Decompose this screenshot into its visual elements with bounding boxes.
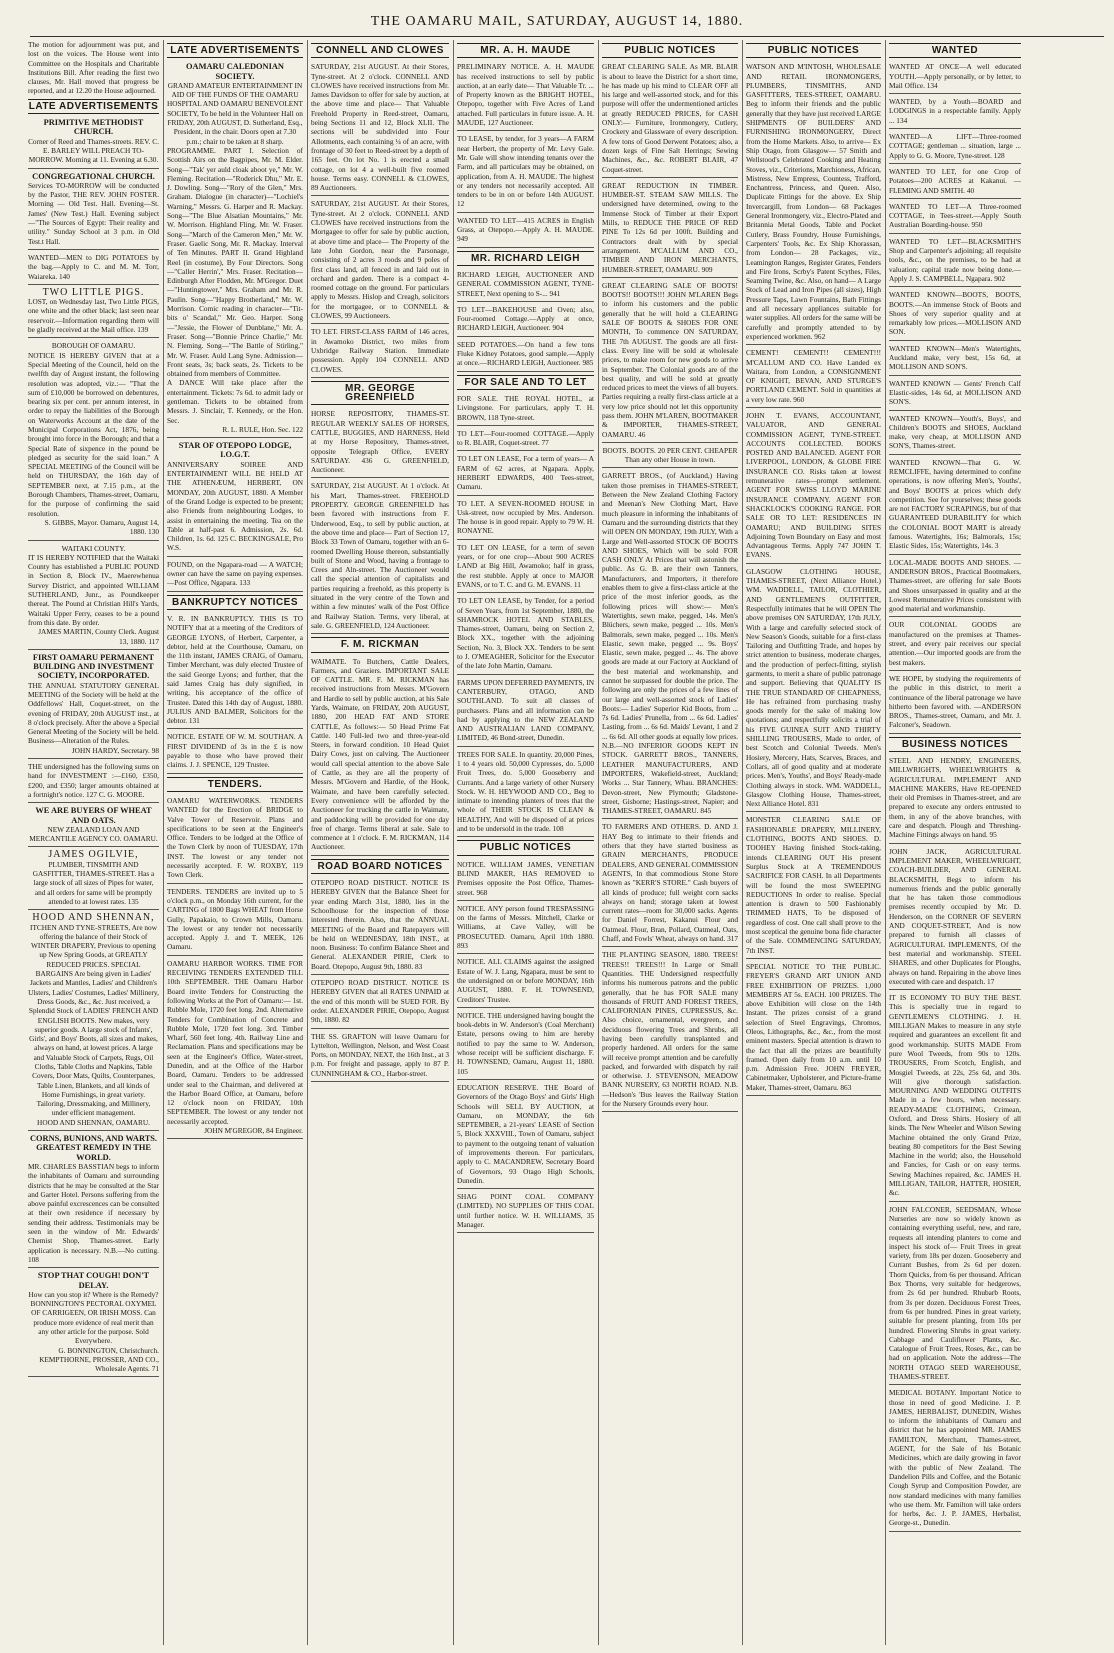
advert (889, 290, 1021, 340)
advert (602, 181, 738, 278)
advert (746, 62, 881, 345)
advert-body: WAIMATE. To Butchers, Cattle Dealers, Farmers, and Graziers. IMPORTANT SALE OF CATTLE. MR. F. M. RICKMAN has received instructions from Messrs. M'Govern and Hardie to sell by public auction, at his Sale Yards, Waimate, on FRIDAY, 20th AUGUST, 1880, 200 HEAD FAT AND STORE CATTLE, As follows:— 50 Head Prime Fat Cattle. 140 Full-led two and three-year-old Steers, in forward condition. 10 Head Quiet Dairy Cows, just on calving. The Auctioneer would call special attention to the above Sale of Cattle, as they are all the property of Messrs. M'Govern and Hardie, of the Hook, Waimate, and have been carefully selected. Every convenience will be afforded by the Auctioneer for trucking the cattle in Waimate, and paddocking will be provided for one day free of charge. Terms liberal at sale. Sale to commence at 1 o'clock. F. M. RICKMAN, 114 Auctioneer. (311, 656, 449, 852)
advert (889, 847, 1021, 990)
advert-body: V. R. IN BANKRUPTCY. THIS IS TO NOTIFY that at a meeting of the Creditors of GEORGE LYONS, of Herbert, Carpenter, a debtor, held at the Courthouse, Oamaru, on the 11th instant, JAMES CRAIG, of Oamaru, Timber Merchant, was duly elected Trustee of the said George Lyons; and further, that the said James Craig has duly signified, in writing, his acceptance of the office of Trustee. Dated this 14th day of August, 1880. JULIUS AND BALMER, Solicitors for the debtor. 131 (167, 613, 303, 726)
advert (311, 199, 449, 324)
column-3 (311, 40, 449, 1645)
section-header: BANKRUPTCY NOTICES (167, 595, 303, 610)
advert (167, 560, 303, 592)
advert-body: BOOTS. BOOTS. 20 PER CENT. CHEAPER Than any other House in town. (602, 445, 738, 465)
advert (746, 962, 881, 1096)
programme: PROGRAMME. PART I. Selection of Scottish Airs on the Bagpipes, Mr. M. Elder. Song—"Tak' yer auld cloak aboot ye," Mr. W. Fleming. Recitation—"Roderick Dhu," Mr. E. J. Dowling. Song—"Rory of the Glen," Mrs. Graham. Dialogue (in character)—"Lochiel's Warning," Messrs. G. Harper and R. Mackay. Song—"The Blue Alsatian Mountains," Mr. W. Morrison. Highland Fling, Mr. W. Fraser. Song—"March of the Cameron Men," Mr. W. Fraser. Gaelic Song, Mr. R. Mackay. Interval of Ten Minutes. PART II. Grand Highland Reel (in costume), By Four Directors. Song—"Caller Herrin'," Mrs. Fraser. Recitation—Edinburgh After Flodden, Mr. M'Gregor. Duet—"Huntingtower," Mrs. Graham and Mr. R. Paulin. Song—"Happy Brotherland," Mr. W. Morrison. Comic reading in character—"Tit-bits o' Scandal," Mr. Geo. Harper. Song—"Jessie, the Flower of Dunblane," Mr. A. Fraser. Song—"Bonnie Prince Charlie," Mr. N. Fleming. Song—"The Battle of Stirling," Mr. W. Fraser. Auld Lang Syne. Admission—Front seats, 3s; back seats, 2s. Tickets to be obtained from members of Committee. (167, 145, 303, 379)
column-5 (602, 40, 738, 1645)
advert-body: RICHARD LEIGH, AUCTIONEER AND GENERAL COMMISSION AGENT, TYNE-STREET, Next opening to S-... 941 (457, 269, 594, 298)
section-header: F. M. RICKMAN (311, 637, 449, 652)
advert-body: NEW ZEALAND LOAN AND MERCANTILE AGENCY CO. OAMARU. (29, 824, 158, 844)
section-header: PUBLIC NOTICES (746, 43, 881, 58)
advert (746, 567, 881, 813)
section-header: PUBLIC NOTICES (602, 43, 738, 58)
advert-body: SPECIAL NOTICE TO THE PUBLIC. FREYER'S GRAND ART UNION AND FREE EXHIBITION OF PRIZES. 1,000 MEMBERS AT 5s. EACH. 100 PRIZES. The above Exhibition will close on the 14th Instant. The prizes consist of a grand selection of Steel Engravings, Chromos, Oleos, Lithographs, &c., &c., from the most eminent masters. Special attention is drawn to the fact that all the prizes are beautifully framed. Open daily from 10 a.m. until 10 p.m. Admission Free. JOHN FREYER, Cabinetmaker, Upholsterer, and Picture-frame Maker, Thames-street, Oamaru. 863 (746, 961, 881, 1092)
advert (28, 913, 159, 1131)
advert (457, 216, 594, 248)
advert-body: WANTED KNOWN—Youth's, Boys', and Children's BOOTS and SHOES, Auckland make, very cheap, at MOLLISON AND SON'S, Thames-street. (889, 413, 1021, 451)
advert-body: TO LET—Four-roomed COTTAGE.—Apply to R. BLAIR, Coquet-street. 77 (457, 428, 594, 448)
advert (602, 471, 738, 819)
advert-body: TO LET. FIRST-CLASS FARM of 146 acres, in Awamoko District, two miles from Uxbridge Railway Station. Immediate possession. Apply 104 CONNELL AND CLOWES. (311, 327, 449, 374)
advert (889, 167, 1021, 199)
advert-body: WANTED TO LET—A Three-roomed COTTAGE, in Tees-street.—Apply South Australian Boarding-house. 950 (889, 201, 1021, 230)
advert (28, 253, 159, 285)
advert-title: WE ARE BUYERS OF WHEAT AND OATS. (35, 806, 152, 825)
advert-title: PRIMITIVE METHODIST CHURCH. (43, 118, 144, 137)
advert-signature: HOOD AND SHENNAN, OAMARU. (37, 1117, 150, 1127)
advert-body: PRELIMINARY NOTICE. A. H. MAUDE has received instructions to sell by public auction, at an early date— That Valuable Tr. ... of Property known as the BRIGHT HOTEL, Otepopo, together with Five Acres of Land attached. Full particulars in future issue. A. H. MAUDE, 127 Auctioneer. (457, 62, 594, 128)
advert-signature: JOHN HARDY, Secretary. 98 (71, 745, 159, 755)
advert-title: STAR OF OTEPOPO LODGE, I.O.G.T. (178, 441, 292, 460)
section-header: PUBLIC NOTICES (457, 840, 594, 855)
advert-body: A DANCE Will take place after the entertainment. Tickets: 7s 6d. to admit lady or gentleman. Tickets to be obtained from Messrs. J. Sinclair, T. Kennedy, or the Hon. Sec. (167, 378, 303, 425)
section-header: CONNELL AND CLOWES (311, 43, 449, 58)
advert-body: TO FARMERS AND OTHERS. D. AND J. HAY Beg to intimate to their friends and others that they have started business as GRAIN MERCHANTS, PRODUCE DEALERS, AND GENERAL COMMISSION AGENTS, In that commodious Stone Store known as "KERR'S STORE." Cash buyers of all kinds of produce; full weight corn sacks always on hand; storage taken at lowest current rates—room for 30,000 sacks. Agents for Daniel Forrest, Kakanui Flour and Oatmeal. Flour, Bran, Pollard, Oatmeal, Oats, Chaff, and Fowls' Wheat, always on hand. 317 (602, 822, 738, 944)
advert-signature: S. GIBBS, Mayor. Oamaru, August 14, 1880. 130 (44, 517, 159, 537)
advert-signature: JOHN M'GREGOR, 84 Engineer. (204, 1126, 303, 1136)
advert-body: GREAT CLEARING SALE. As MR. BLAIR is about to leave the District for a short time, he has made up his mind to CLEAR OFF all his large and well-assorted stock, and for this purpose will offer the undermentioned articles at greatly REDUCED PRICES, for CASH ONLY:— Furniture, Ironmongery, Cutlery, Crockery and Glassware of every description. A few tons of Good Derwent Potatoes; also, a dozen kegs of Fine Salt Herrings; Sewing Machines, &c., &c. ROBERT BLAIR, 47 Coquet-street. (602, 62, 738, 174)
advert-body: OTEPOPO ROAD DISTRICT. NOTICE IS HEREBY GIVEN that all RATES UNPAID at the end of this month will be SUED FOR. By order. ALEXANDER PIRIE, Otepopo, August 9th, 1880. 82 (311, 978, 449, 1025)
advert (457, 596, 594, 674)
advert (28, 1134, 159, 1268)
advert-body: TO LET ON LEASE, for a term of seven years, or for one crop—About 900 ACRES LAND at Big Hill, Awamoko; half in grass, the rest stubble. Apply at once to MAJOR EVANS, or to T. C. and G. M. EVANS. 11 (457, 542, 594, 589)
advert-body: LOCAL-MADE BOOTS AND SHOES. —ANDERSON BROS., Practical Bootmakers, Thames-street, are offering for sale Boots and Shoes unsurpassed in quality and at the Lowest Remunerative Prices consistent with good material and workmanship. (889, 557, 1021, 614)
advert-body: MR. CHARLES BASSTIAN begs to inform the inhabitants of Oamaru and surrounding districts that he may be consulted at the Star and Garter Hotel. Persons suffering from the above painful excrescences can be consulted at their own residence if necessary by sending their address. Testimonials may be seen in the window of Mr. Edwards' Chemist Shop, Thames-street. Early application is necessary. N.B.—No cutting. 108 (28, 1161, 159, 1264)
advert (311, 1032, 449, 1082)
advert (889, 1388, 1021, 1531)
advert-body: How can you stop it? Where is the Remedy? BONNINGTON'S PECTORAL OXYMEL OF CARRIGEEN, OR IRISH MOSS. Can produce more evidence of real merit than any other article for the purpose. Sold Everywhere. (28, 1289, 159, 1346)
advert-body: PLUMBER, TINSMITH AND GASFITTER, THAMES-STREET. Has a large stock of all sizes of Pipes for water, and all orders for same will be promptly attended to at lowest rates. 135 (32, 859, 155, 906)
advert (602, 822, 738, 947)
advert (167, 62, 303, 438)
advert-body: WANTED, by a Youth—BOARD and LODGINGS in a respectable family. Apply ... 134 (889, 97, 1021, 125)
advert (889, 620, 1021, 670)
advert (457, 394, 594, 426)
advert (457, 957, 594, 1007)
advert (28, 850, 159, 910)
advert-body: GREAT REDUCTION IN TIMBER. HUMBER-ST. STEAM SAW MILLS. The undersigned have determined, owing to the Immense Stock of Timber at their Export Mills, to REDUCE THE PRICE OF RED PINE To 12s 6d per 100ft. Building and Contractors dealt with by special arrangement. M'CALLUM AND CO., TIMBER AND IRON MERCHANTS, HUMBER-STREET, OAMARU. 909 (602, 180, 738, 274)
column-4 (457, 40, 594, 1645)
advert-signature: JAMES MARTIN, County Clerk. August 13, 1880. 117 (38, 627, 159, 646)
advert-body: SATURDAY, 21st AUGUST. At their Stores, Tyne-street. At 2 o'clock. CONNELL AND CLOWES have received instructions from the Mortgagee to offer for sale by public auction, at above time and place— The Property of the late John Gordon, near the Parsonage, consisting of 2 acres 3 roods and 9 poles of first class land, all fenced in and laid out in orchard and garden. There is a compact 4-roomed cottage on the ground. For particulars apply to Messrs. Hislop and Creagh, solicitors for the mortgagee, or to CONNELL & CLOWES, 99 Auctioneers. (311, 199, 449, 321)
advert (28, 172, 159, 250)
column-rule (885, 40, 886, 1645)
advert-body: SEED POTATOES.—On hand a few tons Fluke Kidney Potatoes, good sample.—Apply at once.—RICHARD LEIGH, Auctioneer. 985 (457, 339, 594, 368)
advert (28, 118, 159, 168)
advert-body: GLASGOW CLOTHING HOUSE, THAMES-STREET, (Next Alliance Hotel.) WM. WADDELL, TAILOR, CLOTHIER, AND GENTLEMEN'S OUTFITTER, Respectfully intimates that he will OPEN The above premises ON SATURDAY, 17th JULY, With a large and carefully selected stock of New Season's Goods, suitable for a first-class Tailoring and Outfitting Trade, and hopes by strict attention to business, moderate charges, and the production of perfect-fitting, stylish garments, to merit a share of public patronage and support. Believing that QUALITY IS THE TRUE STANDARD OF CHEAPNESS, He has refrained from purchasing trashy goods merely for the sake of making low quotations; and respectfully solicits a trial of his FIVE GUINEA SUIT AND THIRTY SHILLING TROUSERS, Made to order, of best Scotch and Colonial Tweeds. Men's Hosiery, Mercery, Hats, Scarves, Braces, and Collars, all of good quality and at moderate prices. Men's, Youths', and Boys' Ready-made Clothing always in stock. WM. WADDELL, Glasgow Clothing House, Thames-street, Next Alliance Hotel. 831 (746, 566, 881, 809)
advert-title: CORNS, BUNIONS, AND WARTS. GREATEST REMEDY IN THE WORLD. (29, 1134, 158, 1162)
advert (889, 202, 1021, 234)
advert (28, 341, 159, 540)
advert (746, 348, 881, 408)
advert-body: WANTED TO LET, for one Crop of Potatoes—200 ACRES at Kakanui. —FLEMING AND SMITH. 40 (889, 166, 1021, 195)
advert (457, 270, 594, 302)
advert (167, 441, 303, 557)
advert-body: ITCHEN AND TYNE-STREETS, Are now offering the balance of their Stock of WINTER DRAPERY, Previous to opening up New Spring Goods, at GREATLY REDUCED PRICES. SPECIAL BARGAINS Are being given in Ladies' Jackets and Mantles, Ladies' and Children's Ulsters, Ladies' Costumes, Ladies' Millinery, Dress Goods, &c., &c. Just received, a Splendid Stock of LADIES' FRENCH AND ENGLISH BOOTS. New makes, very superior goods. A large stock of Infants', Girls', and Boys' Boots, all sizes and makes, always on hand, at lowest prices. A large and Valuable Stock of Carpets, Rugs, Oil Cloths, Table Cloths and Napkins, Table Covers, Door Mats, Quilts, Counterpanes, Table Linen, Blankets, and all kinds of Home Furnishings, in great variety. Tailoring, Dressmaking, and Millinery, under efficient management. (28, 922, 159, 1118)
advert (457, 305, 594, 337)
advert-body: WANTED KNOWN — Gents' French Calf Elastic-sides, 14s 6d, at MOLLISON AND SON'S. (889, 378, 1021, 407)
advert-body: SHAG POINT COAL COMPANY (LIMITED). NO SUPPLIES OF THIS COAL until further notice. W. H. WILLIAMS, 35 Manager. (457, 1192, 594, 1230)
advert-body: TO LEASE, by tender, for 3 years—A FARM near Herbert, the property of Mr. Levy Gale. Mr. Gale will show intending tenants over the Farm, and all particulars may be obtained, on application, from A. H. MAUDE. The highest or any tenders not necessarily accepted. All tenders to be in on or before 14th AUGUST. 12 (457, 134, 594, 209)
advert-body: MEDICAL BOTANY. Important Notice to those in need of good Medicine. J. P. JAMES, HERBALIST, DUNEDIN, Wishes to inform the inhabitants of Oamaru and district that he has appointed MR. JAMES FAMILTON, Merchant, Thames-street, AGENT, for the Sale of his Botanic Medicines, which are daily growing in favor with the public of New Zealand. The Dandelion Pills and Coffee, and the Botanic Cough Syrup and Composition Powder, are now standard medicines with many families who use them. Mr. Familton will take orders for herbs, &c. J. P. JAMES, Herbalist, George-st., Dunedin. (889, 1388, 1021, 1528)
advert-body: SATURDAY, 21st AUGUST. At 1 o'clock. At his Mart, Thames-street. FREEHOLD PROPERTY. GEORGE GREENFIELD has been favored with instructions from F. Underwood, Esq., to sell by public auction, at the above time and place— Part of Section 17, Block 33 Town of Oamaru, together with an 6-roomed Dwelling House thereon, substantially built of Stone and Wood, having a frontage to Crees and Aln-street. The Auctioneer would call the special attention of capitalists and parties requiring a freehold, as this property is situated in the very centre of the Town and within a few minutes' walk of the Post Office and Railway Station. Terms, very liberal, at sale. G. GREENFIELD, 124 Auctioneer. (311, 481, 449, 630)
advert (311, 409, 449, 478)
advert-body: IT IS ECONOMY TO BUY THE BEST. This is specially true in regard to GENTLEMEN'S CLOTHING. J. H. MILLIGAN Makes to measure in any style required and guarantees an excellent fit and good workmanship. SUITS MADE From pure Wool Tweeds, from 90s to 120s. TROUSERS, From Scotch, English, and Mosgiel Tweeds, at 22s, 25s 6d, and 30s. Will give thorough satisfaction. MOURNING AND WEDDING OUTFITS Made in a few hours, when necessary. READY-MADE CLOTHING, Crimean, Oxford, and Dress Shirts. Hosiery of all kinds. The New Wheeler and Wilson Sewing Machine obtained the only Grand Prize, beating 80 competitors for the Best Sewing Machine in the world; also, the Household and Fancies, for Cash or on easy terms. Sewing Machines repaired, &c. JAMES H. MILLIGAN, TAILOR, HATTER, HOSIER, &c. (889, 993, 1021, 1198)
advert-body: STEEL AND HENDRY, ENGINEERS, MILLWRIGHTS, WHEELWRIGHTS & AGRICULTURAL IMPLEMENT AND MACHINE MAKERS, Have RE-OPENED their old Premises in Thames-street, and are prepared to execute any orders entrusted to them, in any of the above branches, with care and despatch. Plough and Threshing-Machine Fittings always on hand. 95 (889, 756, 1021, 840)
advert (889, 558, 1021, 618)
advert (457, 62, 594, 131)
section-header: TENDERS. (167, 777, 303, 792)
advert (457, 1192, 594, 1233)
column-1 (28, 40, 159, 1645)
advert-title: JAMES OGILVIE, (48, 849, 139, 861)
advert-title: BOROUGH OF OAMARU. (51, 341, 136, 351)
advert (28, 1271, 159, 1377)
advert (889, 62, 1021, 94)
advert-body: HORSE REPOSITORY, THAMES-ST. REGULAR WEEKLY SALES OF HORSES, CATTLE, BUGGIES, AND HARNESS, Held at my Horse Repository, Thames-street, opposite Telegraph Office, EVERY SATURDAY. 436 G. GREENFIELD, Auctioneer. (311, 409, 449, 475)
advert (311, 62, 449, 196)
advert-body: OAMARU WATERWORKS. TENDERS WANTED for the Erection of BRIDGE to Valve Tower of Reservoir. Plans and specifications to be seen at the Engineer's Office. Tenders to be lodged at the Office of the Town Clerk by noon of TUESDAY, 17th INST. The lowest or any tender not necessarily accepted. F. W. ROXBY, 119 Town Clerk. (167, 795, 303, 880)
advert (457, 543, 594, 593)
section-header: LATE ADVERTISEMENTS (167, 43, 303, 58)
advert (457, 860, 594, 901)
advert-body: TO LET—BAKEHOUSE and Oven; also, Four-roomed Cottage.—Apply at once, RICHARD LEIGH, Auctioneer. 904 (457, 304, 594, 333)
advert-body: OTEPOPO ROAD DISTRICT. NOTICE IS HEREBY GIVEN that the Balance Sheet for year ending March 31st, 1880, lies in the Schoolhouse for the inspection of those interested therein. Also, that the ANNUAL MEETING of the Board and Ratepayers will be held on WEDNESDAY, 18th INST., at noon. Business: To confirm Balance Sheet and General. ALEXANDER PIRIE, Clerk to Board. Otepopo, August 9th, 1880. 83 (311, 878, 449, 971)
advert-body: JOHN JACK, AGRICULTURAL IMPLEMENT MAKER, WHEELWRIGHT, COACH-BUILDER, AND GENERAL BLACKSMITH, Begs to inform his numerous friends and the public generally that he has taken those commodious premises recently occupied by Mr. D. Henderson, on the CORNER OF SEVERN AND COQUET-STREET, And is now prepared to furnish all classes of AGRICULTURAL IMPLEMENTS, Of the best material and workmanship. STEEL SHARES, and other Duplicates for Ploughs, always on hand. Repairing in the above lines executed with care and despatch. 17 (889, 846, 1021, 986)
advert (889, 1205, 1021, 1386)
advert-body: NOTICE. ALL CLAIMS against the assigned Estate of W. J. Lang, Ngapara, must be sent to the undersigned on or before MONDAY, 16th AUGUST, 1880. F. H. TOWNSEND, Creditors' Trustee. (457, 957, 594, 1004)
advert-body: TO LET ON LEASE, For a term of years— A FARM of 62 acres, at Ngapara. Apply, HERBERT EDWARDS, 400 Tees-street, Oamaru. (457, 454, 594, 492)
advert-title: CONGREGATIONAL CHURCH. (32, 171, 155, 181)
advert (602, 281, 738, 443)
advert-body: Corner of Reed and Thames-streets. REV. C. E. BARLEY WILL PREACH TO-MORROW. Morning at 11. Evening at 6.30. (28, 136, 159, 165)
advert-title: HOOD AND SHENNAN, (32, 912, 155, 924)
advert (167, 796, 303, 884)
advert (602, 62, 738, 178)
advert-title: OAMARU CALEDONIAN SOCIETY. (186, 62, 284, 81)
advert (311, 657, 449, 856)
advert-body: OUR COLONIAL GOODS are manufactured on the premises at Thames-street, and every pair receives our special attention.—Our imported goods are from the best makers. (889, 620, 1021, 667)
advert (28, 806, 159, 847)
advert-body: WE HOPE, by studying the requirements of the public in this district, to merit a continuance of the liberal patronage we have hitherto been favored with. —ANDERSON BROS., Thames-street, Oamaru, and Mr. J. Falconer's, Seadown. (889, 673, 1021, 730)
section-header: LATE ADVERTISEMENTS (28, 99, 159, 114)
advert (311, 481, 449, 634)
column-rule (307, 40, 308, 1645)
advert (457, 134, 594, 212)
advert-body: GRAND AMATEUR ENTERTAINMENT IN AID OF THE FUNDS OF THE OAMARU HOSPITAL AND OAMARU BENEVOLENT SOCIETY, To be held in the Volunteer Hall on FRIDAY, 20th AUGUST, D. Sutherland, Esq., President, in the chair. Doors open at 7.30 p.m.; chair to be taken at 8 sharp. (167, 80, 303, 146)
advert (28, 288, 159, 338)
section-header: ROAD BOARD NOTICES (311, 859, 449, 874)
section-header: MR. RICHARD LEIGH (457, 251, 594, 266)
advert-body: THE ANNUAL STATUTORY GENERAL MEETING of the Society will be held at the Oddfellows' Hall, Coquet-street, on the evening of FRIDAY, 20th AUGUST inst., at 8 o'clock precisely. After the above a Special General Meeting of the Society will be held. Business—Alteration of the Rules. (28, 680, 159, 746)
advert-body: WANTED KNOWN—BOOTS, BOOTS, BOOTS.—An immense Stock of Boots and Shoes of very superior quality and at remarkably low prices.—MOLLISON AND SON. (889, 290, 1021, 337)
advert (28, 544, 159, 650)
section-header: FOR SALE AND TO LET (457, 375, 594, 390)
advert-title: WAITAKI COUNTY. (61, 543, 126, 553)
advert (889, 414, 1021, 455)
advert (457, 429, 594, 452)
masthead-rule (30, 36, 1104, 37)
advert (167, 887, 303, 956)
advert-body: WANTED TO LET—415 ACRES in English Grass, at Otepopo.—Apply A. H. MAUDE. 949 (457, 215, 594, 244)
advert (746, 815, 881, 958)
advert-body: IT IS HEREBY NOTIFIED that the Waitaki County has established a PUBLIC POUND in Section 8, Block IV., Maerewhenua Survey District, and appointed WILLIAM SUTHERLAND, Junr., as Poundkeeper thereat. The Pound at Christian Hill's Yards, Waitaki Upper Ferry, ceases to be a pound from this date. By order. (28, 552, 159, 627)
advert-body: NOTICE. ANY person found TRESPASSING on the farms of Messrs. Mitchell, Clarke or Williams, at Cave Valley, will be PROSECUTED. Oamaru, April 10th 1880. 893 (457, 903, 594, 951)
advert-body: JOHN T. EVANS, ACCOUNTANT, VALUATOR, AND GENERAL COMMISSION AGENT, TYNE-STREET. ACCOUNTS COLLECTED. BOOKS POSTED AND BALANCED. AGENT FOR LIVERPOOL, LONDON, & GLOBE FIRE INSURANCE CO. Risks taken at lowest remunerative rates—prompt settlement. AGENT FOR SWISS LLOYD MARINE INSURANCE COMPANY. AGENT FOR SHACKLOCK'S COOKING RANGE. FOR SALE OR TO LET: RESIDENCES IN OAMARU; AND BUILDING SITES Adjoining Town Boundary on Easy and most Advantageous Terms. Apply 747 JOHN T. EVANS. (746, 410, 881, 560)
advert (602, 950, 738, 1112)
advert-body: GREAT CLEARING SALE OF BOOTS! BOOTS!! BOOTS!!! JOHN M'LAREN Begs to inform his customers and the public generally that he will hold a CLEARING SALE OF BOOTS & SHOES FOR ONE MONTH, To commence ON SATURDAY, THE 7th AUGUST. The goods are all first-class. Every line will be sold at wholesale prices, to make room for new goods to arrive in September. The Colonial goods are of the best quality, and will be sold at greatly reduced prices to meet the views of all buyers. Parties requiring a really first-class article at a very low price should not let this opportunity pass them. JOHN M'LAREN, BOOTMAKER & IMPORTER, THAMES-STREET, OAMARU. 46 (602, 280, 738, 439)
advert-body: THE SS. GRAFTON will leave Oamaru for Lyttelton, Wellington, Nelson, and West Coast Ports, on MONDAY, NEXT, the 16th Inst., at 3 p.m. For freight and passage, apply to 87 P. CUNNINGHAM & CO., Harbor-street. (311, 1031, 449, 1078)
advert-title: STOP THAT COUGH! DON'T DELAY. (37, 1271, 150, 1290)
advert-title: TWO LITTLE PIGS. (42, 286, 145, 298)
column-2 (167, 40, 303, 1645)
section-header: WANTED (889, 43, 1021, 58)
advert (889, 379, 1021, 411)
advert-body: TO LET. A SEVEN-ROOMED HOUSE in Usk-street, now occupied by Mrs. Anderson. The house is in good repair. Apply to 79 W. H. RONAYNE. (457, 498, 594, 536)
advert (457, 340, 594, 372)
advert-signature: G. BONNINGTON, Christchurch. KEMPTHORNE, PROSSER, AND CO., Wholesale Agents. 71 (39, 1345, 159, 1374)
advert-body: NOTICE IS HEREBY GIVEN that at a Special Meeting of the Council, held on the twelfth day of August instant, the following resolution was adopted, viz.:— "That the sum of £10,000 be borrowed on debentures, bearing six per cent. per annum interest, in order to repay the liabilities of the Borough on Waterworks Account at the date of the Municipal Corporations Act, 1876, being brought into force in the Borough; and that a Special Rate of sixpence in the pound be pledged as security for the said loan." A SPECIAL MEETING of the Council will be held on THURSDAY, the 16th day of SEPTEMBER next, at 7.15 p.m., at the Borough Chambers, Thames-street, Oamaru, for the purpose of confirming the said resolution. (28, 350, 159, 518)
advert-body: EDUCATION RESERVE. THE Board of Governors of the Otago Boys' and Girls' High Schools will SELL BY AUCTION, at Oamaru, on MONDAY, the 6th SEPTEMBER, a 21-years' LEASE of Section 5, Block XXXVIII., Town of Oamaru, subject to payment to the outgoing tenant of valuation of improvements thereon. For particulars, apply to C. MACANDREW, Secretary Board of Governors, 93 Otago High Schools, Dunedin. (457, 1082, 594, 1185)
advert (889, 132, 1021, 164)
advert-body: LOST, on Wednesday last, Two Little PIGS, one white and the other black; last seen near reservoir.—Information regarding them will be gladly received at the Mail office. 139 (28, 297, 159, 335)
advert (457, 904, 594, 954)
column-rule (742, 40, 743, 1645)
masthead: THE OAMARU MAIL, SATURDAY, AUGUST 14, 1880. (370, 14, 744, 29)
advert-body: THE undersigned has the following sums on hand for INVESTMENT :—£160, £350, £200, and £350; larger amounts obtained at a fortnight's notice. 127 C. G. MOORE. (28, 762, 159, 799)
advert-body: TREES FOR SALE. In quantity. 20,000 Pines, 1 to 4 years old. 50,000 Cypresses, do. 5,000 Fruit Trees, do. 5,000 Gooseberry and Currants. And a large variety of other Nursery Stock. W. H. HEYWOOD AND CO., Beg to intimate to intending planters of trees that the whole of THEIR STOCK IS CLEAN & HEALTHY, And will be disposed of at prices and to be undersold in the trade. 108 (457, 749, 594, 834)
advert (889, 993, 1021, 1202)
column-rule (163, 40, 164, 1645)
advert (889, 458, 1021, 555)
advert-body: TENDERS. TENDERS are invited up to 5 o'clock p.m., on Monday 16th current, for the CARTING of 1800 Bags WHEAT from Horse Gully, Papakaio, to Crown Mills, Oamaru. The lowest or any tender not necessarily accepted. Apply J. and T. MEEK, 126 Oamaru. (167, 886, 303, 952)
advert-body: MONSTER CLEARING SALE OF FASHIONABLE DRAPERY, MILLINERY, CLOTHING, BOOTS AND SHOES. D. TOOHEY Having finished Stock-taking, intends CLEARING OUT His present Surplus Stock at A TREMENDOUS SACRIFICE FOR CASH. In all Departments will be found the most SWEEPING REDUCTIONS In order to realise. Special attention is drawn to 500 Fashionably TRIMMED HATS, To be disposed of regardless of cost. One call shall prove to the most sceptical the genuine bona fide character of the Sale. COMMENCING SATURDAY, 7th INST. (746, 815, 881, 955)
advert-body: JOHN FALCONER, SEEDSMAN, Whose Nurseries are now so widely known as containing everything useful, new, and rare, requests all intending planters to come and inspect his stock of— Fruit Trees in great variety, from 18s per dozen. Gooseberry and Currant Bushes, from 2s 6d per dozen. Thorn Quicks, from 6s per thousand. African Box Thorns, very suitable for hedgerows, from 2s 6d per hundred. Rhubarb Roots, from 3s per dozen. Deciduous Forest Trees, from 6s per hundred. Pines in great variety, suitable for present planting, from 10s per hundred. Flowering Shrubs in great variety. Cabbage and Cauliflower Plants, &c. Catalogue of Fruit Trees, Roses, &c., can be had on application. Note the address—The NORTH OTAGO SEED WAREHOUSE, THAMES-STREET. (889, 1204, 1021, 1381)
advert-body: THE PLANTING SEASON, 1880. TREES! TREES!! TREES!!! In Large or Small Quantities. THE Undersigned respectfully informs his numerous patrons and the public generally, that he has FOR SALE many thousands of FRUIT AND FOREST TREES, CALIFORNIAN PINES, CUPRESSUS, &c. Also choice, ornamental, evergreen, and deciduous flowering Trees and Shrubs, all having been carefully transplanted and properly hardened. All orders for the same will receive prompt attention and be carefully packed, and forwarded with dispatch by rail or otherwise. J. STEVENSON, MEADOW BANK NURSERY, 63 NORTH ROAD. N.B.—Hedson's 'Bus leaves the Railway Station for the Nursery Grounds every hour. (602, 950, 738, 1109)
advert (457, 678, 594, 747)
advert-body: TO LET ON LEASE, by Tender, for a period of Seven Years, from 1st September, 1880, the SHAMROCK HOTEL AND STABLES, Thames-street, Oamaru, being on Section 2, Block XX., together with the adjoining Section, No. 3, Block XX. Tenders to be sent to J. O'MEAGHER, Solicitor for the Executor of the late John Martin, Oamaru. (457, 596, 594, 671)
column-7 (889, 40, 1021, 1645)
advert-body: OAMARU HARBOR WORKS. TIME FOR RECEIVING TENDERS EXTENDED TILL 10th SEPTEMBER. THE Oamaru Harbor Board invite Tenders for Constructing the following Works at the Port of Oamaru:— 1st. Rubble Mole, 1720 feet long. 2nd. Alternative Tenders for Combination of Concrete and Rubble Mole, 1720 feet long. 3rd. Timber Wharf, 560 feet long. 4th. Railway Line and Reclamation. Plans and specifications may be seen at the Engineer's Office, Water-street, Dunedin, and at the Office of the Harbor Board, Oamaru. Tenders to be addressed under seal to the Chairman, and delivered at the Harbor Board Office, at Oamaru, before 12 o'clock noon on FRIDAY, 10th SEPTEMBER. The lowest or any tender not necessarily accepted. (167, 958, 303, 1126)
section-header: MR. GEORGE GREENFIELD (311, 381, 449, 406)
advert-body: WANTED KNOWN—That G. W. REMCLIFFE, having determined to confine operations, is now offering Men's, Youths', and Boys' BOOTS at prices which defy competition. See for yourselves; these goods are not FACTORY SCRAPINGS, but of that GUARANTEED DURABILITY for which the COLONIAL BOOT MART is already famous. Watertights, 16s; Balmorals, 15s; Elastic Sides, 15s; Watertights, 14s. 3 (889, 457, 1021, 551)
advert-body: NOTICE. THE undersigned having bought the book-debts in W. Anderson's (Coal Merchant) Estate, persons owing to him are hereby notified to pay the same to W. Anderson, whose receipt will be sufficient discharge. F. H. TOWNSEND, Oamaru, August 11, 1880. 105 (457, 1010, 594, 1076)
advert-signature: R. L. RULE, Hon. Sec. 122 (222, 424, 303, 434)
advert-body: WANTED—A LIFT—Three-roomed COTTAGE; gentleman ... situation, large ... Apply to G. G. Moore, Tyne-street. 128 (889, 132, 1021, 160)
advert-body: SATURDAY, 21st AUGUST. At their Stores, Tyne-street. At 2 o'clock. CONNELL AND CLOWES have received instructions from Mr. James Davidson to offer for sale by auction, at the above time and place— That Valuable Freehold Property in Reed-street, Oamaru, being Sections 11 and 12, Block XLII. The sections will be subdivided into Four Allotments, each containing ¼ of an acre, with frontage of 30 feet to Reed-street by a depth of 165 feet. On lot No. 1 is erected a small cottage, on lot 4 a well-built five roomed house. Terms easy. CONNELL & CLOWES, 89 Auctioneers. (311, 62, 449, 193)
advert (602, 446, 738, 469)
advert-body: FOR SALE. THE ROYAL HOTEL, at Livingstone. For particulars, apply T. H. BROWN, 118 Tyne-street. (457, 393, 594, 422)
advert-body: WATSON AND M'INTOSH, WHOLESALE AND RETAIL IRONMONGERS, PLUMBERS, TINSMITHS, AND GASFITTERS, TEES-STREET, OAMARU. Beg to inform their friends and the public generally that they have just received LARGE SHIPMENTS OF BUILDERS' AND FURNISHING IRONMONGERY, Direct from the Home Markets. Also, to arrive— Ex Ship Otago, from Glasgow— 57 Smith and Wellstood's Celebrated Cooking and Heating Stoves, viz., Criterions, Marchioness, African, Mistress, New Empress, Countess, Trafford, Enchantress, Princess, and Queen. Also, Duplicate Fittings for the above. Ex Ship Invercargill, from London— 68 Packages General Ironmongery, viz., Electro-Plated and Britannia Metal Goods, Table and Pocket Cutlery, Brass Foundry, House Furnishings, Carpenters' Tools, &c. Ex Ship Khorassan, from London— 28 Packages, viz., Leamington Ranges, Register Grates, Fenders and Fire Irons, Scrby's Patent Scythes, Files, Seaming Twine, &c. Also, on hand— A Large Stock of Lead and Iron Pipes (all sizes), High Pressure Taps, Lawn Fountains, Bath Fittings and all necessary appliances suitable for water supplies. All orders for the same will be carefully and promptly attended to by experienced workmen. 962 (746, 62, 881, 341)
column-rule (453, 40, 454, 1645)
section-header: MR. A. H. MAUDE (457, 43, 594, 58)
advert (889, 756, 1021, 844)
advert-body: FOUND, on the Ngapara-road — A WATCH; owner can have the same on paying expenses.—Post Office, Ngapara. 133 (167, 559, 303, 588)
advert (311, 878, 449, 975)
advert-body: Services TO-MORROW will be conducted by the Pastor, THE REV. JOHN FOSTER. Morning — Old Test. Hall. Evening—St. James' (New Test.) Hall. Evening subject—"The Sources of Egypt: Their reality and utility." Sunday School at 3 p.m. in Old Test.t Hall. (28, 180, 159, 246)
advert (311, 978, 449, 1028)
advert (457, 750, 594, 838)
advert (28, 653, 159, 759)
column-6 (746, 40, 881, 1645)
advert (457, 1083, 594, 1189)
advert-body: WANTED KNOWN—Men's Watertights, Auckland make, very best, 15s 6d, at MOLLISON AND SON'S. (889, 343, 1021, 372)
advert-body: WANTED TO LET—BLACKSMITH'S Shop and Carpenter's adjoining; all requisite tools, &c., on the premises, to be had at valuation; capital trade now being done.—Apply J. S. CAMPBELL, Ngapara. 902 (889, 236, 1021, 283)
advert (167, 732, 303, 773)
advert (746, 411, 881, 564)
advert-body: ANNIVERSARY SOIREE AND ENTERTAINMENT WILL BE HELD AT THE ATHENÆUM, HERBERT, ON MONDAY, 20th AUGUST, 1880. A Member of the Grand Lodge is expected to be present; also Friends from neighbouring Lodges, to assist in entertaining the meeting. Tea on the Table at half-past 6. Admission, 2s. 6d. Children, 1s. 6d. 125 C. BECKINGSALE, Pro W.S. (167, 459, 303, 553)
advert-body: CEMENT! CEMENT!! CEMENT!!! M'CALLUM AND CO. Have Landed ex Waitara, from London, a CONSIGNMENT OF KNIGHT, BEVAN, AND STURGE'S PORTLAND CEMENT. Sold in quantities at a very low rate. 960 (746, 348, 881, 404)
advert-body: NOTICE. ESTATE OF W. M. SOUTHAN. A FIRST DIVIDEND of 3s in the £ is now payable to those who have proved their claims. J. J. SPENCE, 129 Trustee. (167, 732, 303, 770)
advert-body: NOTICE. WILLIAM JAMES, VENETIAN BLIND MAKER, HAS REMOVED to Premises opposite the Post Office, Thames-street. 968 (457, 859, 594, 897)
advert (889, 237, 1021, 287)
advert-body: WANTED AT ONCE—A well educated YOUTH.—Apply personally, or by letter, to Mail Office. 134 (889, 62, 1021, 90)
advert (457, 454, 594, 495)
advert (889, 674, 1021, 734)
advert (457, 499, 594, 540)
advert-body: WANTED—MEN to DIG POTATOES by the bag.—Apply to C. and M. M. Torr, Waiareka. 140 (28, 252, 159, 281)
column-rule (598, 40, 599, 1645)
advert (889, 97, 1021, 129)
advert (311, 327, 449, 377)
advert (889, 344, 1021, 376)
advert-body: GARRETT BROS., (of Auckland,) Having taken those premises in THAMES-STREET, Between the New Zealand Clothing Factory and Meenan's New Clothing Mart, Have much pleasure in informing the inhabitants of Oamaru and the surrounding districts that they will OPEN ON MONDAY, 19th JULY, With a Large and Well-assorted STOCK OF BOOTS AND SHOES, Which will be sold FOR CASH ONLY At Prices that will astonish the public. As G. B. are their own Tanners, Manufacturers, and Importers, it therefore enables them to give a first-class article at the price of the most inferior goods, as the following prices will show:— Men's Watertights, sewn make, pegged, 14s. Men's Blüchers, sewn make, pegged ... 10s. Men's Balmorals, sewn make, pegged ... 10s. Men's Elastic, sewn make, pegged ... 9s. Boys' Elastic, sewn make, pegged ... 4s. The above goods are made at our Factory at Auckland of the best material and workmanship, and cannot be surpassed for double the price. The following are only the prices of a few lines of our large and well-assorted stock of Ladies' Boots:— Ladies' Superior Kid Boots, from ... 7s 6d. Ladies' Prunella, from ... 6s 6d. Ladies' Lasting, from ... 6s 6d. Maids' Levant, 1 and 2 ... 6s 6d. All other goods at equally low prices. N.B.—NO INFERIOR GOODS KEPT IN STOCK. GARRETT BROS., TANNERS, LEATHER MANUFACTURERS, AND IMPORTERS, Wakefield-street, Auckland; Works ... Star Tannery, Whau. BRANCHES: Devon-street, New Plymouth; Gladstone-street, Gisborne; Hastings-street, Napier; and THAMES-STREET, OAMARU. 845 (602, 471, 738, 816)
advert (167, 614, 303, 730)
advert (457, 1011, 594, 1080)
advert (167, 959, 303, 1140)
parliament-intro: The motion for adjournment was put, and lost on the voices. The House went into Committee on the Hospitals and Charitable Institutions Bill. After reading the first two clauses, Mr. Hall moved that progress be reported, and at 12.20 the House adjourned. (28, 40, 159, 96)
advert (28, 762, 159, 803)
advert-title: FIRST OAMARU PERMANENT BUILDING AND INVESTMENT SOCIETY, INCORPORATED. (32, 652, 155, 681)
advert-body: FARMS UPON DEFERRED PAYMENTS, IN CANTERBURY, OTAGO, AND SOUTHLAND. To suit all classes of purchasers. Plans and all information can be had by applying to the NEW ZEALAND AND AUSTRALIAN LAND COMPANY, LIMITED, 46 Bond-street, Dunedin. (457, 677, 594, 743)
section-header: BUSINESS NOTICES (889, 737, 1021, 752)
